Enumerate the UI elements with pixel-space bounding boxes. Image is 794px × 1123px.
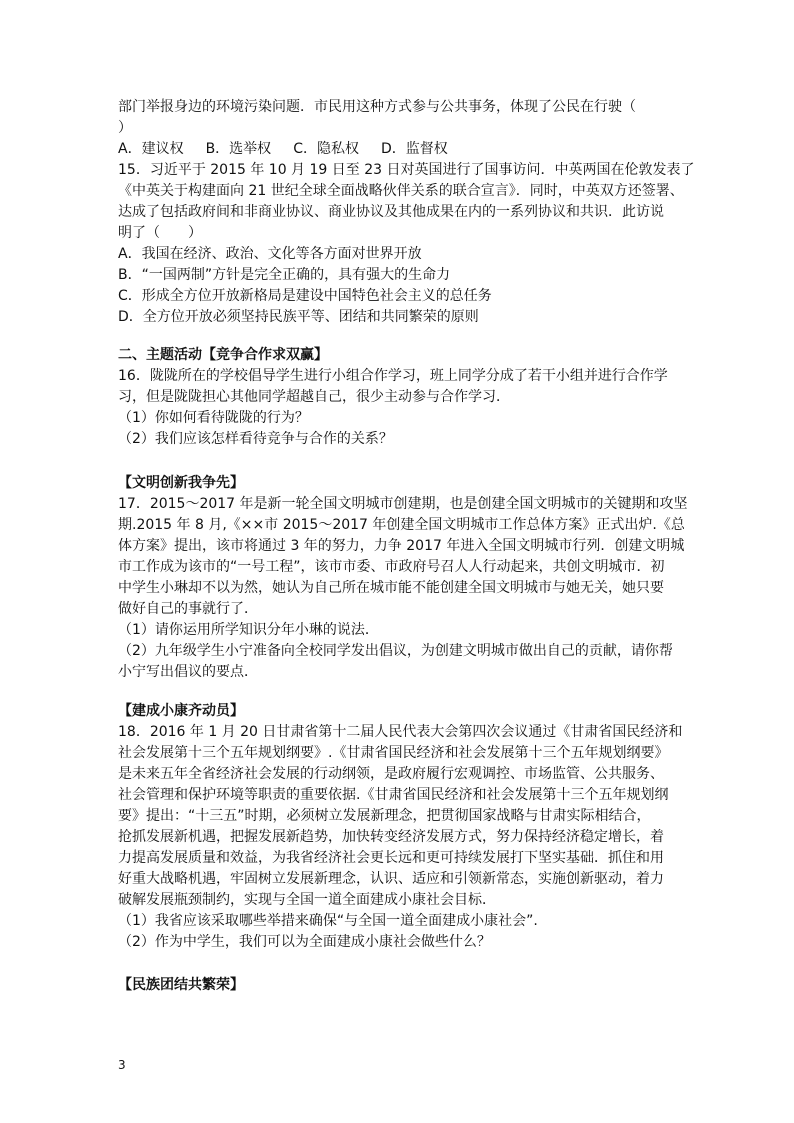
option-d: D．监督权 — [380, 141, 448, 157]
q18-line: 社会管理和保护环境等职责的重要依据.《甘肃省国民经济和社会发展第十三个五年规划纲 — [118, 787, 669, 803]
q15-option-b: B．“一国两制”方针是完全正确的，具有强大的生命力 — [118, 267, 451, 283]
q18-subquestion: （2）作为中学生，我们可以为全面建成小康社会做些什么？ — [118, 934, 491, 950]
q14-options — [118, 139, 688, 160]
option-a: A．建议权 — [118, 141, 184, 157]
q17-subquestion: （2）九年级学生小宁准备向全校同学发出倡议，为创建文明城市做出自己的贡献，请你帮 — [118, 643, 673, 659]
q18-subquestion: （1）我省应该采取哪些举措来确保“与全国一道全面建成小康社会”. — [118, 913, 538, 929]
q18-line: 破解发展瓶颈制约，实现与全国一道全面建成小康社会目标． — [118, 892, 496, 908]
q15-option-a: A．我国在经济、政治、文化等各方面对世界开放 — [118, 246, 422, 262]
page-number: 3 — [118, 1058, 126, 1072]
q14-line: 部门举报身边的环境污染问题．市民用这种方式参与公共事务，体现了公民在行驶（ — [118, 99, 636, 115]
q15-line: 达成了包括政府间和非商业协议、商业协议及其他成果在内的一系列协议和共识．此访说 — [118, 204, 664, 220]
q17-line: 做好自己的事就行了． — [118, 601, 258, 617]
q17-line: 17．2015～2017 年是新一轮全国文明城市创建期，也是创建全国文明城市的关键期和攻坚 — [118, 496, 688, 512]
q17-line: 市工作成为该市的“一号工程”，该市市委、市政府号召人人行动起来，共创文明城市．初 — [118, 559, 665, 575]
q15-line: 《中英关于构建面向 21 世纪全球全面战略伙伴关系的联合宣言》．同时，中英双方还签署、 — [118, 183, 684, 199]
q18-line: 抢抓发展新机遇，把握发展新趋势，加快转变经济发展方式，努力保持经济稳定增长，着 — [118, 829, 664, 845]
option-b: B．选举权 — [205, 141, 272, 157]
q15-line: 明了（ ） — [118, 225, 202, 241]
section-heading: 二、主题活动【竞争合作求双赢】 — [118, 347, 328, 363]
section-heading: 【文明创新我争先】 — [118, 475, 244, 491]
q18-line: 力提高发展质量和效益，为我省经济社会更长远和更可持续发展打下坚实基础．抓住和用 — [118, 850, 664, 866]
q18-line: 好重大战略机遇，牢固树立发展新理念，认识、适应和引领新常态，实施创新驱动，着力 — [118, 871, 664, 887]
section-heading: 【民族团结共繁荣】 — [118, 977, 244, 993]
q15-line: 15．习近平于 2015 年 10 月 19 日至 23 日对英国进行了国事访问．中英两国在伦敦发表了 — [118, 162, 695, 178]
q18-line: 社会发展第十三个五年规划纲要》.《甘肃省国民经济和社会发展第十三个五年规划纲要》 — [118, 745, 669, 761]
q16-subquestion: （2）我们应该怎样看待竞争与合作的关系？ — [118, 431, 393, 447]
q16-line: 习，但是陇陇担心其他同学超越自己，很少主动参与合作学习． — [118, 389, 510, 405]
q17-line: 体方案》提出，该市将通过 3 年的努力，力争 2017 年进入全国文明城市行列．创建文明城 — [118, 538, 685, 554]
section-heading: 【建成小康齐动员】 — [118, 703, 244, 719]
q17-line: 期.2015 年 8 月,《××市 2015～2017 年创建全国文明城市工作总体方案》正式出炉.《总 — [118, 517, 685, 533]
q15-option-d: D．全方位开放必须坚持民族平等、团结和共同繁荣的原则 — [118, 309, 479, 325]
q17-subquestion: （1）请你运用所学知识分年小琳的说法． — [118, 622, 379, 638]
q18-line: 要》提出：“十三五”时期，必须树立发展新理念，把贯彻国家战略与甘肃实际相结合， — [118, 808, 651, 824]
q18-line: 是未来五年全省经济社会发展的行动纲领，是政府履行宏观调控、市场监管、公共服务、 — [118, 766, 664, 782]
q16-line: 16．陇陇所在的学校倡导学生进行小组合作学习，班上同学分成了若干小组并进行合作学 — [118, 368, 668, 384]
q18-line: 18．2016 年 1 月 20 日甘肃省第十二届人民代表大会第四次会议通过《甘肃省国民经济和 — [118, 724, 683, 740]
q16-subquestion: （1）你如何看待陇陇的行为？ — [118, 410, 309, 426]
document-body — [118, 97, 695, 996]
q17-subquestion: 小宁写出倡议的要点． — [118, 664, 258, 680]
option-c: C．隐私权 — [293, 141, 359, 157]
q17-line: 中学生小琳却不以为然，她认为自己所在城市能不能创建全国文明城市与她无关，她只要 — [118, 580, 664, 596]
q15-option-c: C．形成全方位开放新格局是建设中国特色社会主义的总任务 — [118, 288, 492, 304]
q14-line: ） — [118, 120, 132, 136]
